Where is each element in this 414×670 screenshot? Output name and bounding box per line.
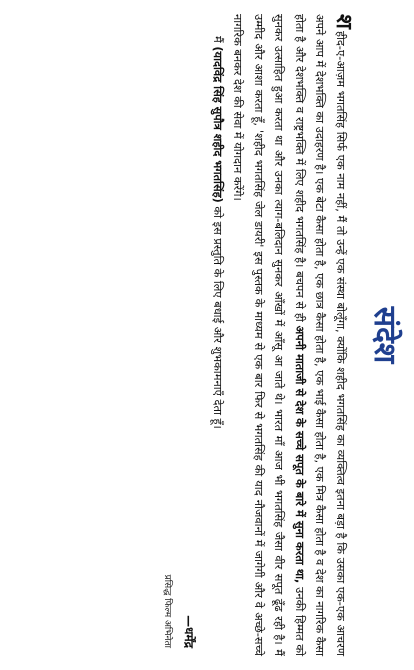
para2-text-b: को इस प्रस्तुति के लिए बधाई और शुभकामनाएँ देता हूँ।	[211, 202, 224, 429]
para1-bold-text: अपनी माताजी से देश के सच्चे सपूत के बारे में सुना करता था,	[293, 325, 306, 584]
para2-text-a: मैं	[211, 36, 224, 47]
para1-text-b: उनकी हिम्मत को सुनकर उत्साहित हुआ करता था और उनका त्याग-बलिदान सुनकर आँखों में आँसू आ जाते थे। भारत माँ आज भी भगतसिंह जैसा वीर सपूत ढूँढ रही है। मैं उम्मीद और आशा करता हूँ, 'शहीद भगतसिंह जेल डायरी' इस पुस्तक के माध्यम से एक बार फिर से भगतसिंह की याद नौजवानों में जागेगी और वे अच्छे-सच्चे नागरिक बनकर देश की सेवा में योगदान करेंगे।	[231, 14, 306, 657]
signature: —धर्मेंद्र	[182, 615, 197, 648]
message-paragraph-1	[227, 14, 356, 657]
drop-cap: श	[331, 14, 356, 29]
message-paragraph-2	[207, 14, 228, 656]
page-title: संदेश	[367, 306, 402, 364]
para2-bold-text: (यादविंद्र सिंह सुपौत्र शहीद भगतसिंह)	[211, 46, 224, 203]
para1-text-a: हीद-ए-आज़म भगतसिंह सिर्फ एक नाम नहीं, मैं तो उन्हें एक संस्था बोलूँगा, क्योंकि शहीद भगतसिंह का व्यक्तित्व इतना बड़ा है कि उसका एक-एक आचरण अपने आप में देशभक्ति का उदाहरण है। एक बेटा कैसा होता है, एक छात्र कैसा होता है, एक भाई कैसा होता है, एक मित्र कैसा होता है व देश का नागरिक कैसा होता है और देशभक्ति व राष्ट्रभक्ति में लिए शहीद भगतसिंह है। बचपन से ही	[293, 14, 347, 656]
signature-caption: प्रसिद्ध फिल्म अभिनेता	[162, 574, 173, 648]
